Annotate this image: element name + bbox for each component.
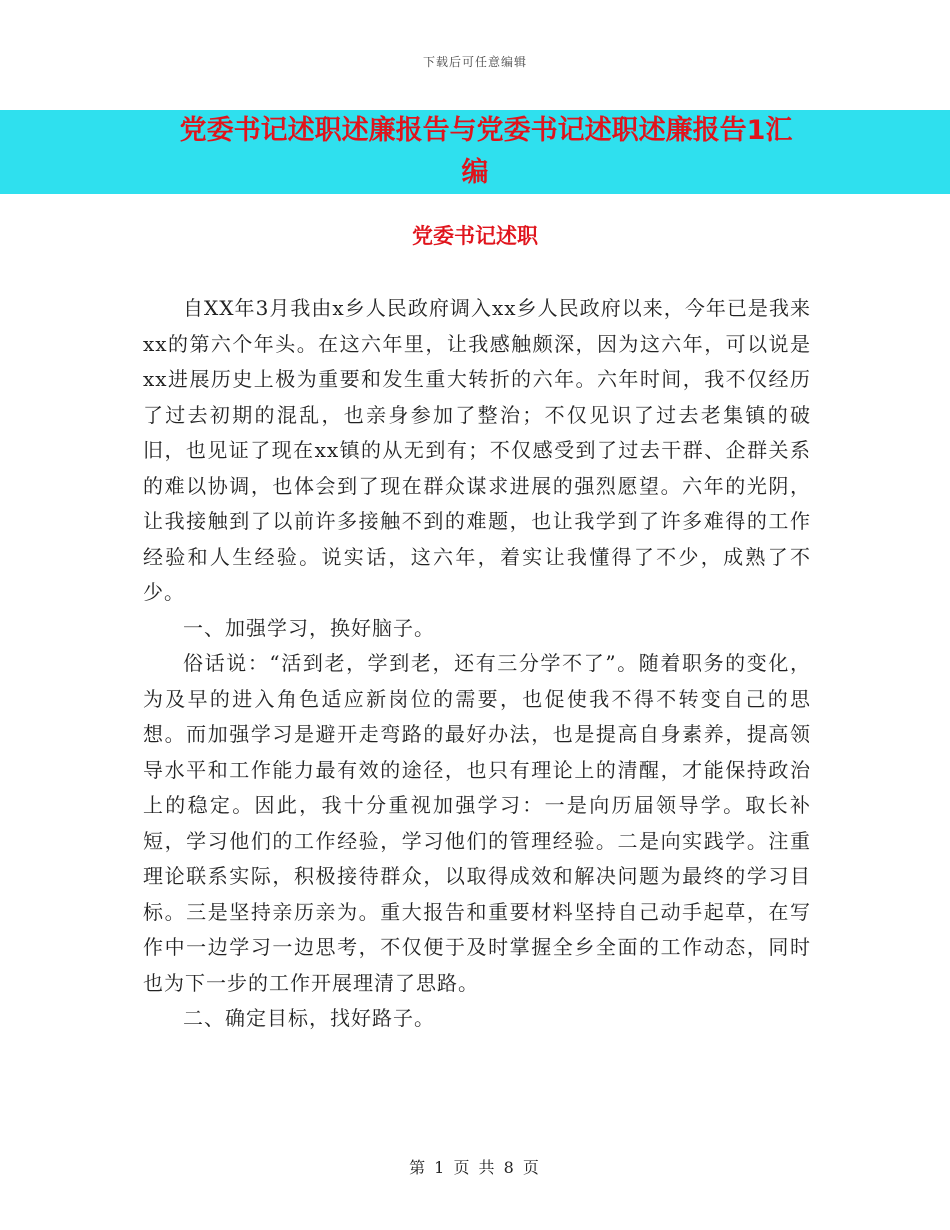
document-title-line-2: 编 bbox=[461, 157, 489, 188]
document-title-line-1: 党委书记述职述廉报告与党委书记述职述廉报告1汇 bbox=[179, 115, 793, 146]
page-footer: 第 1 页 共 8 页 bbox=[409, 1158, 541, 1177]
document-title bbox=[0, 110, 950, 194]
paragraph-study: 俗话说：“活到老，学到老，还有三分学不了”。随着职务的变化，为及早的进入角色适应新岗位的需要，也促使我不得不转变自己的思想。而加强学习是避开走弯路的最好办法，也是提高自身素养，提高领导水平和工作能力最有效的途径，也只有理论上的清醒，才能保持政治上的稳定。因此，我十分重视加强学习：一是向历届领导学。取长补短，学习他们的工作经验，学习他们的管理经验。二是向实践学。注重理论联系实际，积极接待群众，以取得成效和解决问题为最终的学习目标。三是坚持亲历亲为。重大报告和重要材料坚持自己动手起草，在写作中一边学习一边思考，不仅便于及时掌握全乡全面的工作动态，同时也为下一步的工作开展理清了思路。 bbox=[143, 651, 811, 995]
paragraph-heading-1: 一、加强学习，换好脑子。 bbox=[183, 615, 435, 640]
paragraph-heading-2: 二、确定目标，找好路子。 bbox=[183, 1006, 435, 1030]
document-body bbox=[143, 291, 811, 1037]
header-note: 下载后可任意编辑 bbox=[422, 55, 527, 69]
section-heading: 党委书记述职 bbox=[412, 224, 538, 248]
paragraph-intro: 自XX年3月我由x乡人民政府调入xx乡人民政府以来，今年已是我来xx的第六个年头。在这六年里，让我感触颇深，因为这六年，可以说是xx进展历史上极为重要和发生重大转折的六年。六年时间，我不仅经历了过去初期的混乱，也亲身参加了整治；不仅见识了过去老集镇的破旧，也见证了现在xx镇的从无到有；不仅感受到了过去干群、企群关系的难以协调，也体会到了现在群众谋求进展的强烈愿望。六年的光阴，让我接触到了以前许多接触不到的难题，也让我学到了许多难得的工作经验和人生经验。说实话，这六年，着实让我懂得了不少，成熟了不少。 bbox=[143, 296, 811, 604]
